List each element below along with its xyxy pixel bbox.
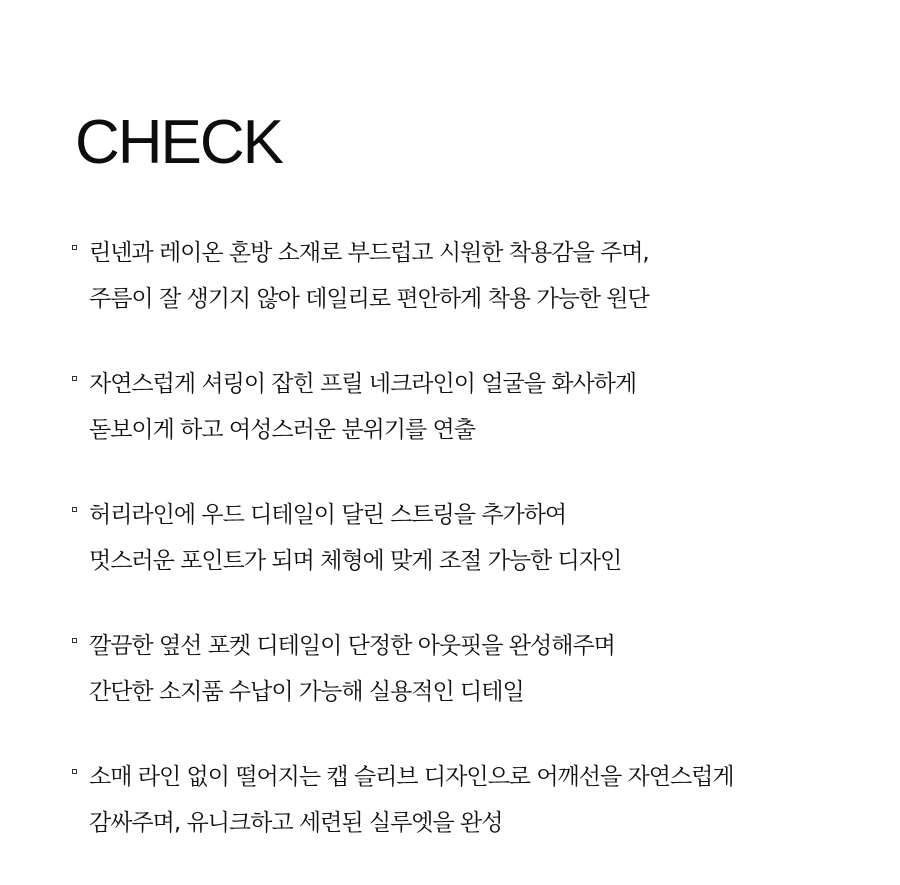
page-title: CHECK (75, 108, 283, 177)
list-item (72, 754, 862, 846)
list-item (72, 492, 862, 584)
item-line: 자연스럽게 셔링이 잡힌 프릴 네크라인이 얼굴을 화사하게 (89, 371, 637, 397)
item-line: 린넨과 레이온 혼방 소재로 부드럽고 시원한 착용감을 주며, (89, 240, 649, 266)
square-bullet-icon (72, 376, 77, 381)
item-line: 깔끔한 옆선 포켓 디테일이 단정한 아웃핏을 완성해주며 (89, 633, 615, 659)
square-bullet-icon (72, 245, 77, 250)
feature-list (72, 230, 862, 885)
square-bullet-icon (72, 769, 77, 774)
item-line: 소매 라인 없이 떨어지는 캡 슬리브 디자인으로 어깨선을 자연스럽게 (89, 764, 734, 790)
item-line: 간단한 소지품 수납이 가능해 실용적인 디테일 (89, 679, 524, 705)
square-bullet-icon (72, 507, 77, 512)
list-item (72, 361, 862, 453)
item-line: 돋보이게 하고 여성스러운 분위기를 연출 (89, 417, 475, 443)
list-item (72, 230, 862, 322)
item-line: 감싸주며, 유니크하고 세련된 실루엣을 완성 (89, 810, 503, 836)
item-line: 주름이 잘 생기지 않아 데일리로 편안하게 착용 가능한 원단 (89, 286, 649, 312)
item-line: 허리라인에 우드 디테일이 달린 스트링을 추가하여 (89, 502, 567, 528)
list-item (72, 623, 862, 715)
item-line: 멋스러운 포인트가 되며 체형에 맞게 조절 가능한 디자인 (89, 548, 622, 574)
square-bullet-icon (72, 638, 77, 643)
